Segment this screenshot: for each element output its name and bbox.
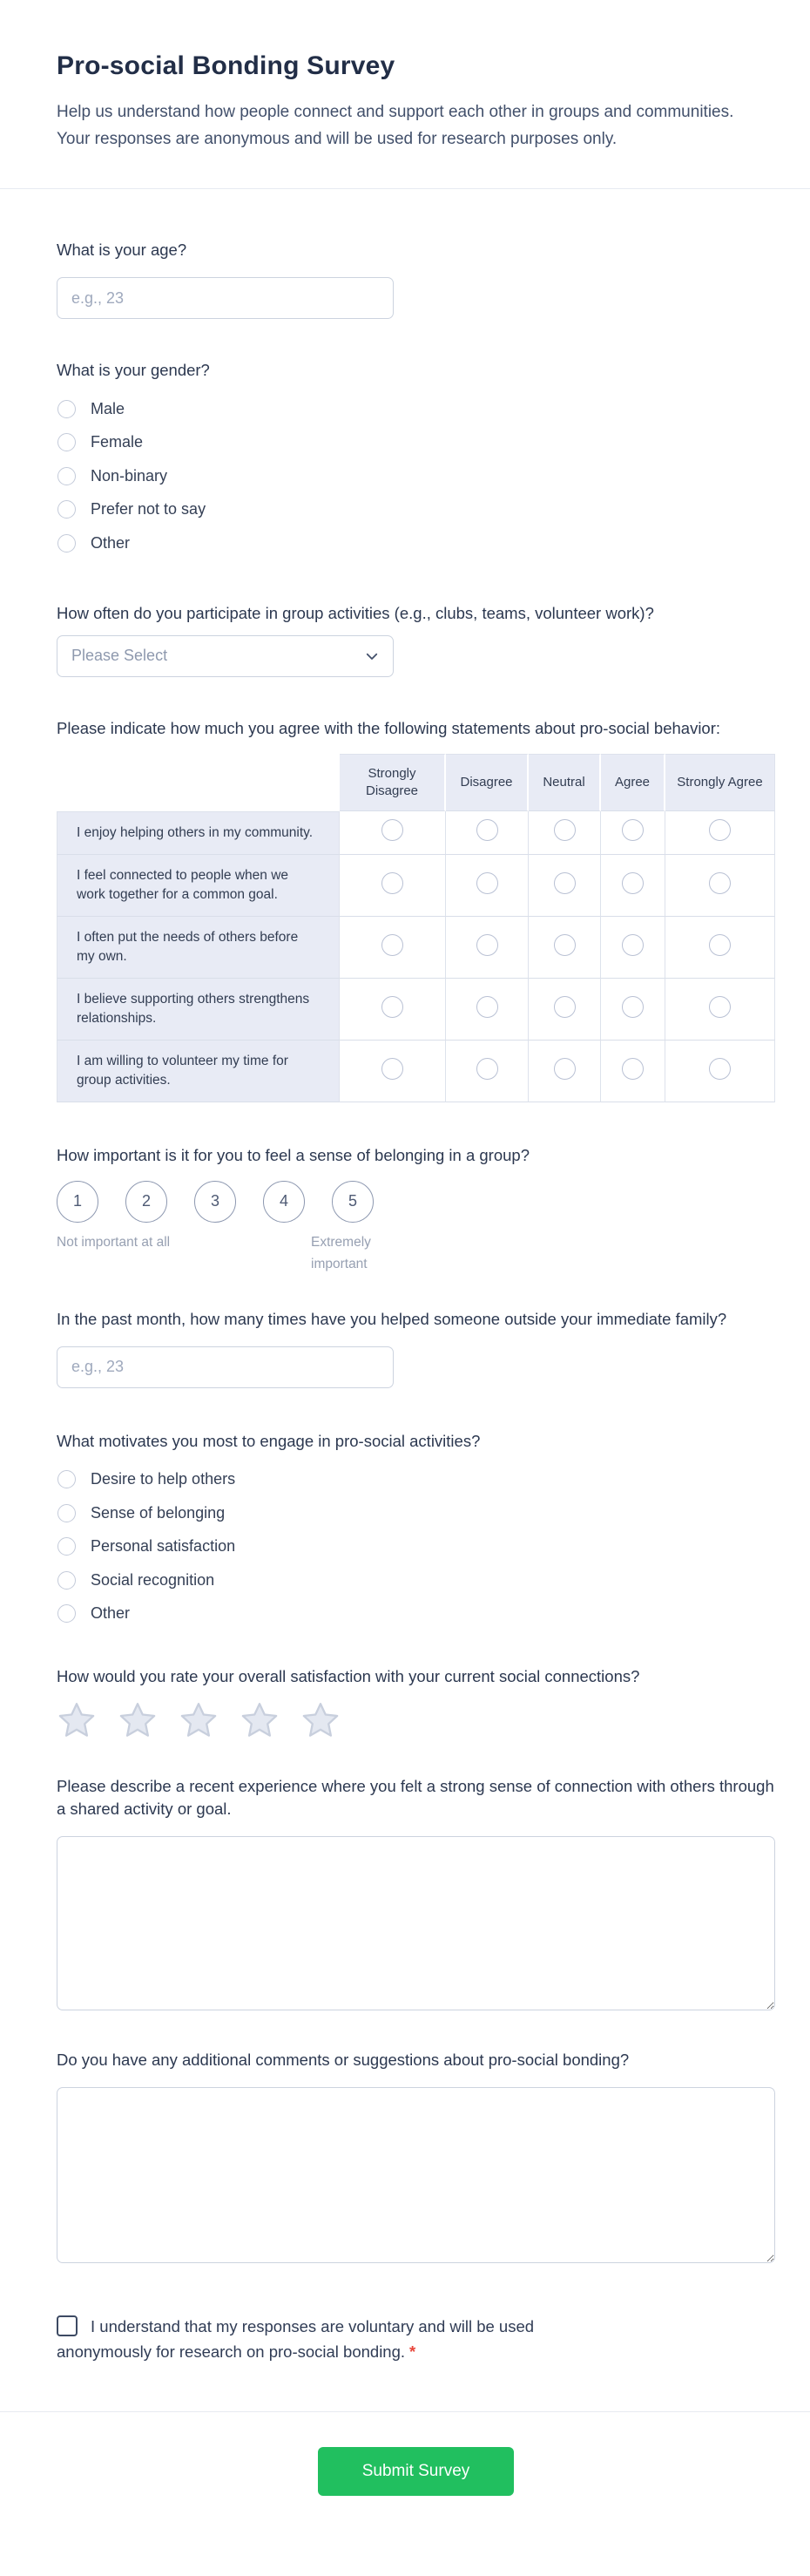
- matrix-row-2: [57, 855, 775, 917]
- question-connection-experience: [57, 1775, 775, 2010]
- consent-label: I understand that my responses are voluntary and will be used anonymously for research on pro-social bonding.: [57, 2317, 535, 2361]
- matrix-row-label: I believe supporting others strengthens relationships.: [57, 979, 340, 1041]
- matrix-radio[interactable]: [476, 996, 498, 1018]
- select-placeholder: Please Select: [71, 647, 168, 664]
- option-label: Male: [91, 399, 125, 417]
- matrix-radio[interactable]: [476, 872, 498, 894]
- radio-option-other-motivation[interactable]: [57, 1597, 775, 1631]
- matrix-header-row: [57, 754, 775, 811]
- matrix-radio[interactable]: [622, 1058, 644, 1080]
- question-satisfaction-rating: [57, 1665, 775, 1740]
- matrix-radio[interactable]: [622, 934, 644, 956]
- question-gender: [57, 359, 775, 560]
- question-comments-label: Do you have any additional comments or suggestions about pro-social bonding?: [57, 2051, 630, 2069]
- age-input[interactable]: [57, 277, 394, 319]
- question-gender-label: What is your gender?: [57, 361, 210, 379]
- question-helped-count: [57, 1308, 775, 1388]
- scale-option-2[interactable]: 2: [125, 1181, 167, 1223]
- matrix-row-label: I am willing to volunteer my time for group activities.: [57, 1041, 340, 1102]
- radio-option-sense-of-belonging[interactable]: [57, 1496, 775, 1530]
- star-icon[interactable]: [240, 1700, 280, 1740]
- scale-max-label: Extremely important: [311, 1234, 371, 1271]
- form-header: [0, 0, 810, 153]
- star-icon[interactable]: [57, 1700, 97, 1740]
- matrix-radio[interactable]: [709, 996, 731, 1018]
- option-label: Prefer not to say: [91, 500, 206, 519]
- matrix-radio[interactable]: [381, 996, 403, 1018]
- question-motivation-label: What motivates you most to engage in pro-social activities?: [57, 1431, 481, 1450]
- radio-circle-icon: [57, 1571, 76, 1590]
- motivation-options: [57, 1463, 775, 1631]
- question-group-activities-label: How often do you participate in group activities (e.g., clubs, teams, volunteer work)?: [57, 603, 654, 622]
- question-satisfaction-label: How would you rate your overall satisfaction with your current social connections?: [57, 1667, 640, 1685]
- radio-option-other-gender[interactable]: [57, 526, 775, 560]
- star-icon[interactable]: [179, 1700, 219, 1740]
- radio-option-prefer-not-to-say[interactable]: [57, 493, 775, 527]
- option-label: Other: [91, 1604, 131, 1623]
- frequency-select[interactable]: [57, 635, 394, 677]
- question-experience-label: Please describe a recent experience where you felt a strong sense of connection with others through a shared activity or goal.: [57, 1777, 774, 1818]
- radio-option-personal-satisfaction[interactable]: [57, 1530, 775, 1564]
- radio-option-female[interactable]: [57, 426, 775, 460]
- helped-count-input[interactable]: [57, 1346, 394, 1388]
- radio-circle-icon: [57, 400, 76, 418]
- radio-option-desire-to-help[interactable]: [57, 1463, 775, 1497]
- matrix-radio[interactable]: [476, 934, 498, 956]
- matrix-radio[interactable]: [381, 819, 403, 841]
- radio-circle-icon: [57, 433, 76, 451]
- submit-survey-button[interactable]: Submit Survey: [318, 2447, 514, 2496]
- question-age-label: What is your age?: [57, 241, 187, 259]
- form-description: Help us understand how people connect and support each other in groups and communities. Your responses are anonymous and will be used for research purposes only.: [57, 103, 734, 148]
- question-age: [57, 239, 775, 319]
- radio-option-non-binary[interactable]: [57, 459, 775, 493]
- matrix-col-agree: Agree: [601, 754, 665, 811]
- matrix-row-4: [57, 979, 775, 1041]
- question-belonging-label: How important is it for you to feel a sense of belonging in a group?: [57, 1145, 530, 1164]
- matrix-radio[interactable]: [622, 819, 644, 841]
- radio-circle-icon: [57, 534, 76, 552]
- scale-labels: [57, 1231, 775, 1277]
- consent-row: [57, 2314, 614, 2364]
- chevron-down-icon: [364, 648, 380, 664]
- star-icon[interactable]: [300, 1700, 341, 1740]
- radio-circle-icon: [57, 1470, 76, 1488]
- matrix-col-strongly-agree: Strongly Agree: [665, 754, 775, 811]
- matrix-row-label: I enjoy helping others in my community.: [57, 811, 340, 855]
- matrix-col-disagree: Disagree: [446, 754, 529, 811]
- option-label: Desire to help others: [91, 1470, 236, 1488]
- agreement-matrix-table: [57, 754, 775, 1102]
- scale-option-5[interactable]: 5: [332, 1181, 374, 1223]
- gender-options: [57, 392, 775, 560]
- scale-options: [57, 1181, 775, 1223]
- scale-option-4[interactable]: 4: [263, 1181, 305, 1223]
- radio-option-social-recognition[interactable]: [57, 1563, 775, 1597]
- matrix-radio[interactable]: [381, 1058, 403, 1080]
- question-motivation: [57, 1430, 775, 1631]
- matrix-radio[interactable]: [709, 1058, 731, 1080]
- matrix-radio[interactable]: [554, 1058, 576, 1080]
- matrix-radio[interactable]: [622, 996, 644, 1018]
- radio-circle-icon: [57, 500, 76, 519]
- comments-textarea[interactable]: [57, 2087, 775, 2263]
- radio-circle-icon: [57, 467, 76, 485]
- experience-textarea[interactable]: [57, 1836, 775, 2010]
- radio-circle-icon: [57, 1504, 76, 1522]
- form-body: [0, 239, 810, 2364]
- matrix-row-5: [57, 1041, 775, 1102]
- star-icon[interactable]: [118, 1700, 158, 1740]
- matrix-radio[interactable]: [381, 934, 403, 956]
- matrix-radio[interactable]: [554, 872, 576, 894]
- radio-circle-icon: [57, 1604, 76, 1623]
- header-divider: [0, 188, 810, 189]
- matrix-radio[interactable]: [709, 934, 731, 956]
- question-additional-comments: [57, 2049, 775, 2263]
- star-rating: [57, 1700, 775, 1740]
- question-belonging-scale: [57, 1144, 775, 1277]
- matrix-radio[interactable]: [476, 819, 498, 841]
- matrix-radio[interactable]: [554, 819, 576, 841]
- page-title: Pro-social Bonding Survey: [57, 51, 395, 80]
- question-group-activities: [57, 602, 775, 677]
- option-label: Female: [91, 433, 144, 451]
- question-helped-count-label: In the past month, how many times have you helped someone outside your immediate family?: [57, 1309, 727, 1328]
- matrix-row-3: [57, 917, 775, 979]
- question-agreement-matrix: [57, 717, 775, 1102]
- matrix-row-label: I often put the needs of others before my own.: [57, 917, 340, 979]
- option-label: Non-binary: [91, 466, 168, 485]
- scale-option-3[interactable]: 3: [194, 1181, 236, 1223]
- option-label: Sense of belonging: [91, 1503, 226, 1522]
- question-consent: [57, 2314, 775, 2364]
- matrix-corner-cell: [57, 754, 340, 811]
- matrix-radio[interactable]: [709, 872, 731, 894]
- matrix-row-label: I feel connected to people when we work together for a common goal.: [57, 855, 340, 917]
- matrix-col-strongly-disagree: Strongly Disagree: [340, 754, 446, 811]
- required-asterisk: *: [409, 2342, 416, 2361]
- scale-option-1[interactable]: 1: [57, 1181, 98, 1223]
- option-label: Personal satisfaction: [91, 1537, 236, 1556]
- matrix-col-neutral: Neutral: [529, 754, 601, 811]
- option-label: Social recognition: [91, 1570, 215, 1589]
- option-label: Other: [91, 533, 131, 552]
- matrix-radio[interactable]: [476, 1058, 498, 1080]
- matrix-radio[interactable]: [709, 819, 731, 841]
- scale-min-label: Not important at all: [57, 1234, 171, 1250]
- consent-checkbox[interactable]: [57, 2315, 78, 2336]
- matrix-row-1: [57, 811, 775, 855]
- matrix-radio[interactable]: [554, 996, 576, 1018]
- form-footer: [0, 2412, 810, 2541]
- matrix-radio[interactable]: [381, 872, 403, 894]
- matrix-radio[interactable]: [622, 872, 644, 894]
- matrix-radio[interactable]: [554, 934, 576, 956]
- radio-option-male[interactable]: [57, 392, 775, 426]
- radio-circle-icon: [57, 1537, 76, 1556]
- question-matrix-label: Please indicate how much you agree with the following statements about pro-social behavior:: [57, 718, 721, 737]
